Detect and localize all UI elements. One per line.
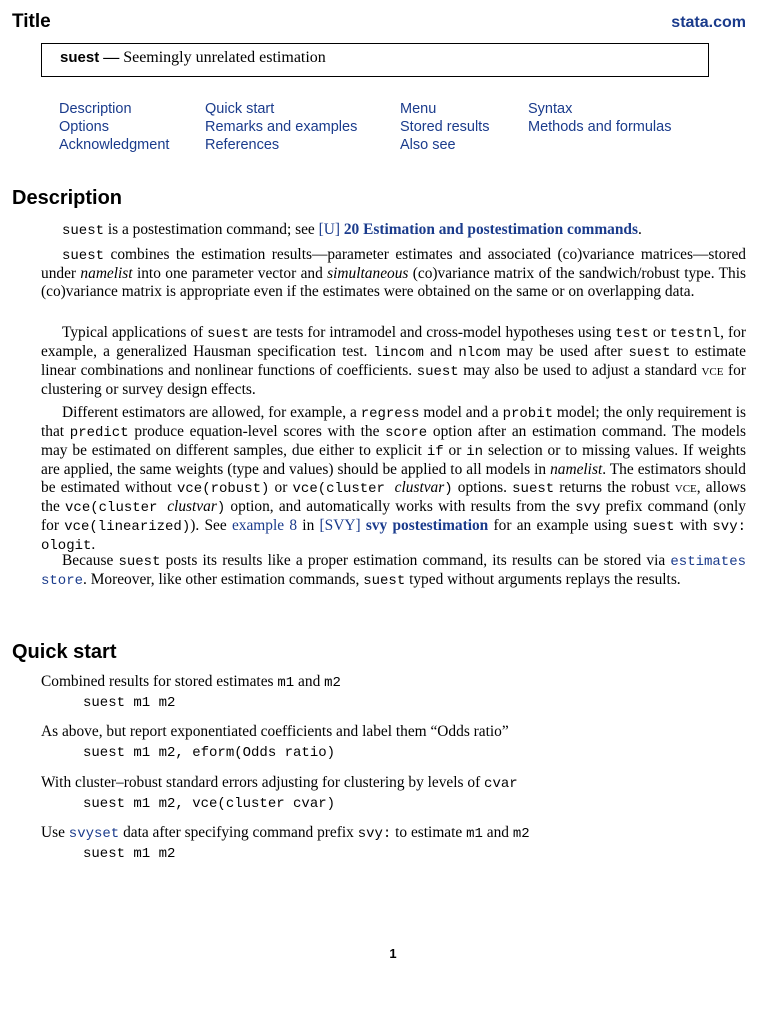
manual-ref-title: 20 Estimation and postestimation commands bbox=[343, 221, 638, 238]
body-text: . bbox=[91, 536, 96, 553]
command-title-box bbox=[41, 43, 709, 77]
body-text: Typical applications of bbox=[62, 324, 208, 341]
body-text: in bbox=[297, 517, 320, 534]
body-text: or bbox=[648, 324, 670, 341]
manual-ref-code: [SVY] bbox=[319, 517, 361, 534]
quick-start-desc-1 bbox=[41, 673, 341, 692]
quick-start-command-2: suest m1 m2, eform(Odds ratio) bbox=[83, 745, 336, 761]
code-text: m2 bbox=[324, 675, 341, 691]
body-text: for clustering or survey design effects. bbox=[41, 362, 746, 398]
nav-link-description[interactable]: Description bbox=[59, 101, 132, 117]
italic-term: namelist bbox=[550, 461, 603, 478]
quick-start-command-4: suest m1 m2 bbox=[83, 846, 176, 862]
nav-link-options[interactable]: Options bbox=[59, 119, 109, 135]
body-text: . Moreover, like other estimation commands, bbox=[83, 571, 364, 588]
quick-start-command-1: suest m1 m2 bbox=[83, 695, 176, 711]
body-text: model and a bbox=[419, 404, 503, 421]
code-text: vce(robust) bbox=[176, 481, 270, 497]
nav-column-2 bbox=[205, 100, 357, 154]
body-text: data after specifying command prefix bbox=[119, 824, 358, 841]
body-text: (co)variance matrix of the sandwich/robust type. This (co)variance matrix is appropriate even if the estimates were obtained on the same or on overlapping data. bbox=[41, 265, 747, 300]
nav-link-references[interactable]: References bbox=[205, 137, 280, 153]
section-nav bbox=[59, 100, 719, 156]
description-paragraph-4 bbox=[41, 404, 746, 555]
code-text: m1 bbox=[466, 826, 483, 842]
nav-column-1 bbox=[59, 100, 169, 154]
code-text: predict bbox=[69, 425, 129, 441]
body-text: Use bbox=[41, 824, 69, 841]
body-text: produce equation-level scores with the bbox=[128, 423, 386, 440]
body-text: and bbox=[482, 824, 513, 841]
italic-term: clustvar bbox=[394, 479, 445, 496]
command-name: suest bbox=[60, 49, 100, 66]
nav-link-syntax[interactable]: Syntax bbox=[528, 101, 573, 117]
body-text: option after an estimation command. The models may be estimated on different samples, due either to explicit bbox=[41, 423, 746, 459]
nav-column-3 bbox=[400, 100, 489, 154]
body-text: typed without arguments replays the results. bbox=[405, 571, 681, 588]
body-text: options. bbox=[452, 479, 513, 496]
body-text: selection or to missing values. If weights are applied, the same weights (type and values) should be applied to all models in bbox=[41, 442, 746, 478]
stata-site-link[interactable]: stata.com bbox=[671, 14, 746, 31]
code-text: suest bbox=[363, 573, 406, 589]
body-text: Because bbox=[62, 552, 119, 569]
quick-start-desc-3 bbox=[41, 774, 518, 793]
small-caps-term: vce bbox=[701, 362, 724, 379]
body-text: or bbox=[269, 479, 293, 496]
nav-link-also-see[interactable]: Also see bbox=[400, 137, 456, 153]
body-text: are tests for intramodel and cross-model hypotheses using bbox=[249, 324, 616, 341]
code-text: svy: ologit bbox=[41, 519, 746, 554]
quick-start-heading: Quick start bbox=[12, 641, 117, 663]
code-text: suest bbox=[207, 326, 250, 342]
body-text: may be used after bbox=[500, 343, 629, 360]
code-text: vce(cluster bbox=[65, 500, 168, 516]
body-text: for an example using bbox=[488, 517, 633, 534]
code-text: suest bbox=[628, 345, 671, 361]
nav-link-quick-start[interactable]: Quick start bbox=[205, 101, 275, 117]
code-text: suest bbox=[632, 519, 675, 535]
body-text: into one parameter vector and bbox=[132, 265, 328, 282]
body-text: with bbox=[674, 517, 713, 534]
code-text: probit bbox=[502, 406, 554, 422]
body-text: . The estimators should be estimated without bbox=[41, 461, 746, 496]
nav-column-4 bbox=[528, 100, 671, 136]
title-row bbox=[12, 11, 746, 37]
body-text: and bbox=[294, 673, 325, 690]
manual-ref-link[interactable] bbox=[319, 221, 638, 238]
body-text: , allows the bbox=[41, 479, 746, 515]
svyset-link[interactable]: svyset bbox=[68, 826, 120, 842]
code-text: testnl bbox=[669, 326, 721, 342]
nav-link-methods-formulas[interactable]: Methods and formulas bbox=[528, 119, 672, 135]
code-text: if bbox=[426, 444, 444, 460]
body-text: and bbox=[423, 343, 459, 360]
small-caps-term: vce bbox=[674, 479, 697, 496]
body-text: As above, but report exponentiated coefficients and label them “Odds ratio” bbox=[41, 723, 509, 740]
quick-start-desc-4 bbox=[41, 824, 530, 843]
nav-link-remarks-examples[interactable]: Remarks and examples bbox=[205, 119, 358, 135]
body-text: to estimate bbox=[391, 824, 467, 841]
code-text: m2 bbox=[512, 826, 530, 842]
code-text: regress bbox=[360, 406, 420, 422]
description-heading: Description bbox=[12, 187, 123, 209]
code-text: suest bbox=[62, 223, 105, 239]
code-text: lincom bbox=[373, 345, 424, 361]
quick-start-desc-2 bbox=[41, 723, 509, 741]
manual-ref-link[interactable] bbox=[320, 517, 489, 534]
body-text: . bbox=[638, 221, 642, 238]
code-text: in bbox=[466, 444, 484, 460]
manual-ref-title: svy postestimation bbox=[365, 517, 489, 534]
body-text: is a postestimation command; see bbox=[104, 221, 319, 238]
body-text: or bbox=[443, 442, 467, 459]
nav-link-stored-results[interactable]: Stored results bbox=[400, 119, 490, 135]
quick-start-command-3: suest m1 m2, vce(cluster cvar) bbox=[83, 796, 336, 812]
body-text: to estimate linear combinations and nonlinear functions of coefficients. bbox=[41, 343, 747, 379]
nav-link-acknowledgment[interactable]: Acknowledgment bbox=[59, 137, 170, 153]
body-text: model; the only requirement is that bbox=[41, 404, 746, 440]
code-text: m1 bbox=[277, 675, 295, 691]
code-text: vce(cluster bbox=[292, 481, 395, 497]
italic-term: namelist bbox=[80, 265, 133, 282]
code-text: suest bbox=[118, 554, 161, 570]
description-paragraph-3 bbox=[41, 324, 746, 399]
body-text: , for example, a generalized Hausman specification test. bbox=[41, 324, 746, 360]
manual-ref-code: [U] bbox=[318, 221, 340, 238]
command-dash: — bbox=[103, 49, 120, 66]
code-text: suest bbox=[512, 481, 555, 497]
page-title: Title bbox=[12, 11, 51, 32]
code-text: suest bbox=[62, 248, 105, 264]
code-text: cvar bbox=[484, 776, 518, 792]
body-text: ). See bbox=[190, 517, 232, 534]
description-paragraph-2 bbox=[41, 246, 746, 301]
code-text: svy bbox=[575, 500, 601, 516]
nav-link-menu[interactable]: Menu bbox=[400, 101, 437, 117]
code-text: nlcom bbox=[458, 345, 501, 361]
body-text: With cluster–robust standard errors adjusting for clustering by levels of bbox=[41, 774, 485, 791]
italic-term: simultaneous bbox=[327, 265, 409, 282]
code-text: suest bbox=[416, 364, 459, 380]
code-text: score bbox=[385, 425, 428, 441]
body-text: may also be used to adjust a standard bbox=[458, 362, 702, 379]
body-text: option, and automatically works with results from the bbox=[225, 498, 576, 515]
italic-term: clustvar bbox=[167, 498, 217, 515]
body-text: Combined results for stored estimates bbox=[41, 673, 278, 690]
code-text: test bbox=[615, 326, 649, 342]
code-text: ) bbox=[216, 500, 226, 516]
body-text: combines the estimation results—parameter estimates and associated (co)variance matrices—stored under bbox=[41, 246, 746, 282]
estimates-store-link[interactable]: estimates store bbox=[41, 554, 747, 589]
example-8-link[interactable]: example 8 bbox=[231, 517, 298, 534]
body-text: prefix command (only for bbox=[41, 498, 746, 534]
command-description: Seemingly unrelated estimation bbox=[123, 49, 326, 66]
page-number: 1 bbox=[389, 946, 397, 961]
description-paragraph-1 bbox=[41, 221, 746, 240]
body-text: returns the robust bbox=[554, 479, 675, 496]
code-text: svy: bbox=[357, 826, 392, 842]
body-text: Different estimators are allowed, for example, a bbox=[62, 404, 361, 421]
code-text: ) bbox=[444, 481, 453, 497]
description-paragraph-5 bbox=[41, 552, 746, 590]
code-text: vce(linearized) bbox=[64, 519, 191, 535]
body-text: posts its results like a proper estimation command, its results can be stored via bbox=[160, 552, 671, 569]
